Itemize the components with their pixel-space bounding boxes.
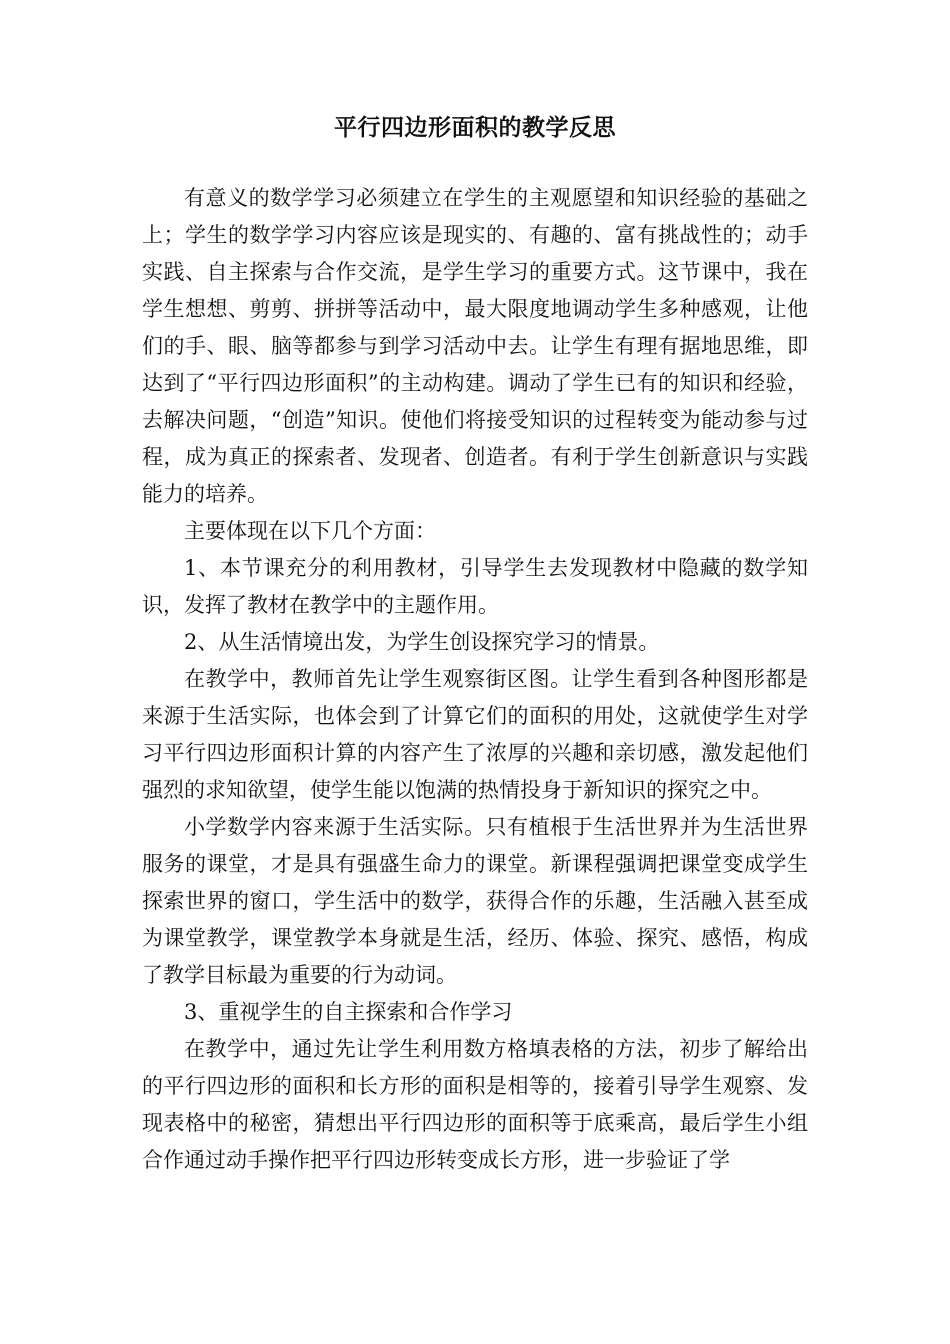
paragraph-point-2: 2、从生活情境出发，为学生创设探究学习的情景。 bbox=[184, 630, 660, 654]
paragraph-point-1: 1、本节课充分的利用教材，引导学生去发现教材中隐藏的数学知识，发挥了教材在教学中的主题作用。 bbox=[142, 556, 808, 617]
document-title: 平行四边形面积的教学反思 bbox=[334, 114, 616, 141]
paragraph-street-map: 在教学中，教师首先让学生观察街区图。让学生看到各种图形都是来源于生活实际，也体会到了计算它们的面积的用处，这就使学生对学习平行四边形面积计算的内容产生了浓厚的兴趣和亲切感，激发起他们强烈的求知欲望，使学生能以饱满的热情投身于新知识的探究之中。 bbox=[142, 667, 808, 802]
paragraph-aspects-heading: 主要体现在以下几个方面： bbox=[184, 519, 436, 543]
paragraph-exploration: 在教学中，通过先让学生利用数方格填表格的方法，初步了解给出的平行四边形的面积和长方形的面积是相等的，接着引导学生观察、发现表格中的秘密，猜想出平行四边形的面积等于底乘高，最后学生小组合作通过动手操作把平行四边形转变成长方形，进一步验证了学 bbox=[142, 1037, 808, 1172]
document-body bbox=[142, 180, 808, 1179]
paragraph-intro: 有意义的数学学习必须建立在学生的主观愿望和知识经验的基础之上；学生的数学学习内容应该是现实的、有趣的、富有挑战性的；动手实践、自主探索与合作交流，是学生学习的重要方式。这节课中，我在学生想想、剪剪、拼拼等活动中，最大限度地调动学生多种感观，让他们的手、眼、脑等都参与到学习活动中去。让学生有理有据地思维，即达到了“平行四边形面积”的主动构建。调动了学生已有的知识和经验，去解决问题，“创造”知识。使他们将接受知识的过程转变为能动参与过程，成为真正的探索者、发现者、创造者。有利于学生创新意识与实践能力的培养。 bbox=[142, 186, 808, 506]
paragraph-point-3: 3、重视学生的自主探索和合作学习 bbox=[184, 1000, 513, 1024]
paragraph-life-math: 小学数学内容来源于生活实际。只有植根于生活世界并为生活世界服务的课堂，才是具有强盛生命力的课堂。新课程强调把课堂变成学生探索世界的窗口，学生活中的数学，获得合作的乐趣，生活融入甚至成为课堂教学，课堂教学本身就是生活，经历、体验、探究、感悟，构成了教学目标最为重要的行为动词。 bbox=[142, 815, 808, 987]
